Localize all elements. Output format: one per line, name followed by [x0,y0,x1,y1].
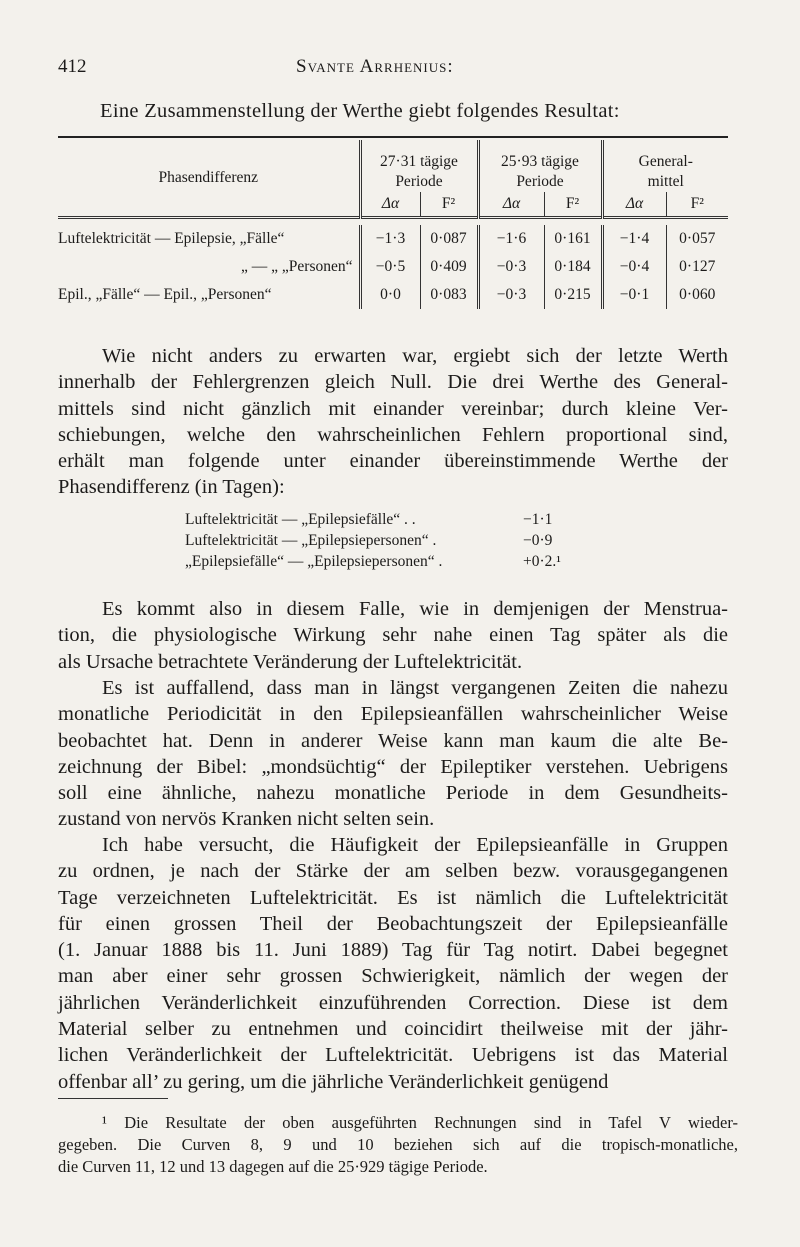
text-line: als Ursache betrachtete Veränderung der Luftelektricität. [58,650,523,673]
text-line: beobachtet hat. Denn in anderer Weise kann man kaum die alte Be- [58,729,728,752]
text-line: Wie nicht anders zu erwarten war, ergiebt sich der letzte Werth [102,345,728,367]
cell: −0·3 [478,253,544,281]
text-line: Es ist auffallend, dass man in längst vergangenen Zeiten die nahezu [102,677,728,699]
text-line: Ich habe versucht, die Häufigkeit der Epilepsieanfälle in Gruppen [102,834,728,856]
text-line: monatliche Periodicität in den Epilepsieanfällen wahrscheinlicher Weise [58,703,728,726]
group-header-1: 27·31 tägige Periode [360,140,478,192]
text-line: für einen grossen Theil der Beobachtungszeit der Epilepsieanfälle [58,912,728,935]
cell: 0·215 [544,281,602,309]
list-item: „Epilepsiefälle“ — „Epilepsiepersonen“ . +0·2.¹ [185,553,561,570]
phase-value-list [185,509,643,572]
text-line: zeichnung der Bibel: „mondsüchtig“ der Epileptiker verstehen. Uebrigens [58,755,728,778]
table-row [58,225,728,253]
cell: 0·083 [420,281,478,309]
text-line: soll eine ähnliche, nahezu monatliche Periode in dem Gesundheits- [58,782,728,805]
text-line: erhält man folgende unter einander übereinstimmende Werthe der [58,450,728,473]
cell: 0·087 [420,225,478,253]
footnote-rule [58,1098,168,1099]
text-line: jährlichen Veränderlichkeit einzuführenden Correction. Diese ist dem [58,991,728,1014]
cell: −0·3 [478,281,544,309]
text-line: innerhalb der Fehlergrenzen gleich Null. Die drei Werthe des General- [58,371,728,394]
paragraph-grouping [58,832,728,1095]
subheader-delta-2: Δα [478,192,544,218]
running-head: Svante Arrhenius: [296,56,454,77]
intro-sentence: Eine Zusammenstellung der Werthe giebt folgendes Resultat: [100,100,620,122]
cell: 0·127 [666,253,728,281]
subheader-f2-1: F² [420,192,478,218]
paragraph-bible [58,675,728,833]
text-line: Tage verzeichneten Luftelektricität. Es ist nämlich die Luftelektricität [58,886,728,909]
text-line: (1. Januar 1888 bis 11. Juni 1889) Tag für Tag notirt. Dabei begegnet [58,939,728,962]
cell: −1·3 [360,225,420,253]
cell: 0·0 [360,281,420,309]
row-label: Luftelektricität — Epilepsie, „Fälle“ [58,230,285,247]
cell: −1·6 [478,225,544,253]
subheader-f2-2: F² [544,192,602,218]
results-table [58,136,728,309]
row-label: „ — „ „Personen“ [241,258,353,275]
cell: −0·4 [602,253,666,281]
text-line: tion, die physiologische Wirkung sehr nahe einen Tag später als die [58,624,728,647]
table-row [58,281,728,309]
text-line: Es kommt also in diesem Falle, wie in demjenigen der Menstrua- [102,598,728,620]
text-line: man aber einer sehr grossen Schwierigkeit, nämlich der wegen der [58,965,728,988]
group-header-3: General- mittel [602,140,728,192]
text-line: Phasendifferenz (in Tagen): [58,476,285,499]
cell: 0·184 [544,253,602,281]
text-line: zu ordnen, je nach der Stärke der am selben bezw. vorausgegangenen [58,860,728,883]
cell: 0·057 [666,225,728,253]
footnote [58,1112,738,1178]
text-line: Material selber zu entnehmen und coincidirt theilweise mit der jähr- [58,1018,728,1041]
subheader-delta-1: Δα [360,192,420,218]
text-line: ¹ Die Resultate der oben ausgeführten Rechnungen sind in Tafel V wieder- [102,1113,738,1132]
paragraph-phase-values [58,343,728,501]
text-line: zustand von nervös Kranken nicht selten sein. [58,808,435,831]
page-header [58,56,748,86]
text-line: gegeben. Die Curven 8, 9 und 10 beziehen sich auf die tropisch-monatliche, [58,1135,738,1154]
paragraph-menstruation [58,596,728,675]
group-header-2: 25·93 tägige Periode [478,140,602,192]
list-item: Luftelektricität — „Epilepsiepersonen“ . −0·9 [185,532,553,549]
cell: −0·1 [602,281,666,309]
cell: 0·409 [420,253,478,281]
page-number: 412 [58,56,87,77]
list-item: Luftelektricität — „Epilepsiefälle“ . . −1·1 [185,511,553,528]
cell: −1·4 [602,225,666,253]
text-line: schiebungen, welche den wahrscheinlichen Fehlern proportional sind, [58,423,728,446]
phase-column-header: Phasendifferenz [158,169,259,186]
subheader-delta-3: Δα [602,192,666,218]
cell: 0·161 [544,225,602,253]
cell: −0·5 [360,253,420,281]
text-line: mittels sind nicht gänzlich mit einander vereinbar; durch kleine Ver- [58,397,728,420]
table-row [58,253,728,281]
cell: 0·060 [666,281,728,309]
subheader-f2-3: F² [666,192,728,218]
text-line: die Curven 11, 12 und 13 dagegen auf die 25·929 tägige Periode. [58,1157,488,1176]
text-line: offenbar all’ zu gering, um die jährliche Veränderlichkeit genügend [58,1070,609,1093]
row-label: Epil., „Fälle“ — Epil., „Personen“ [58,286,272,303]
text-line: lichen Veränderlichkeit der Luftelektricität. Uebrigens ist das Material [58,1044,728,1067]
